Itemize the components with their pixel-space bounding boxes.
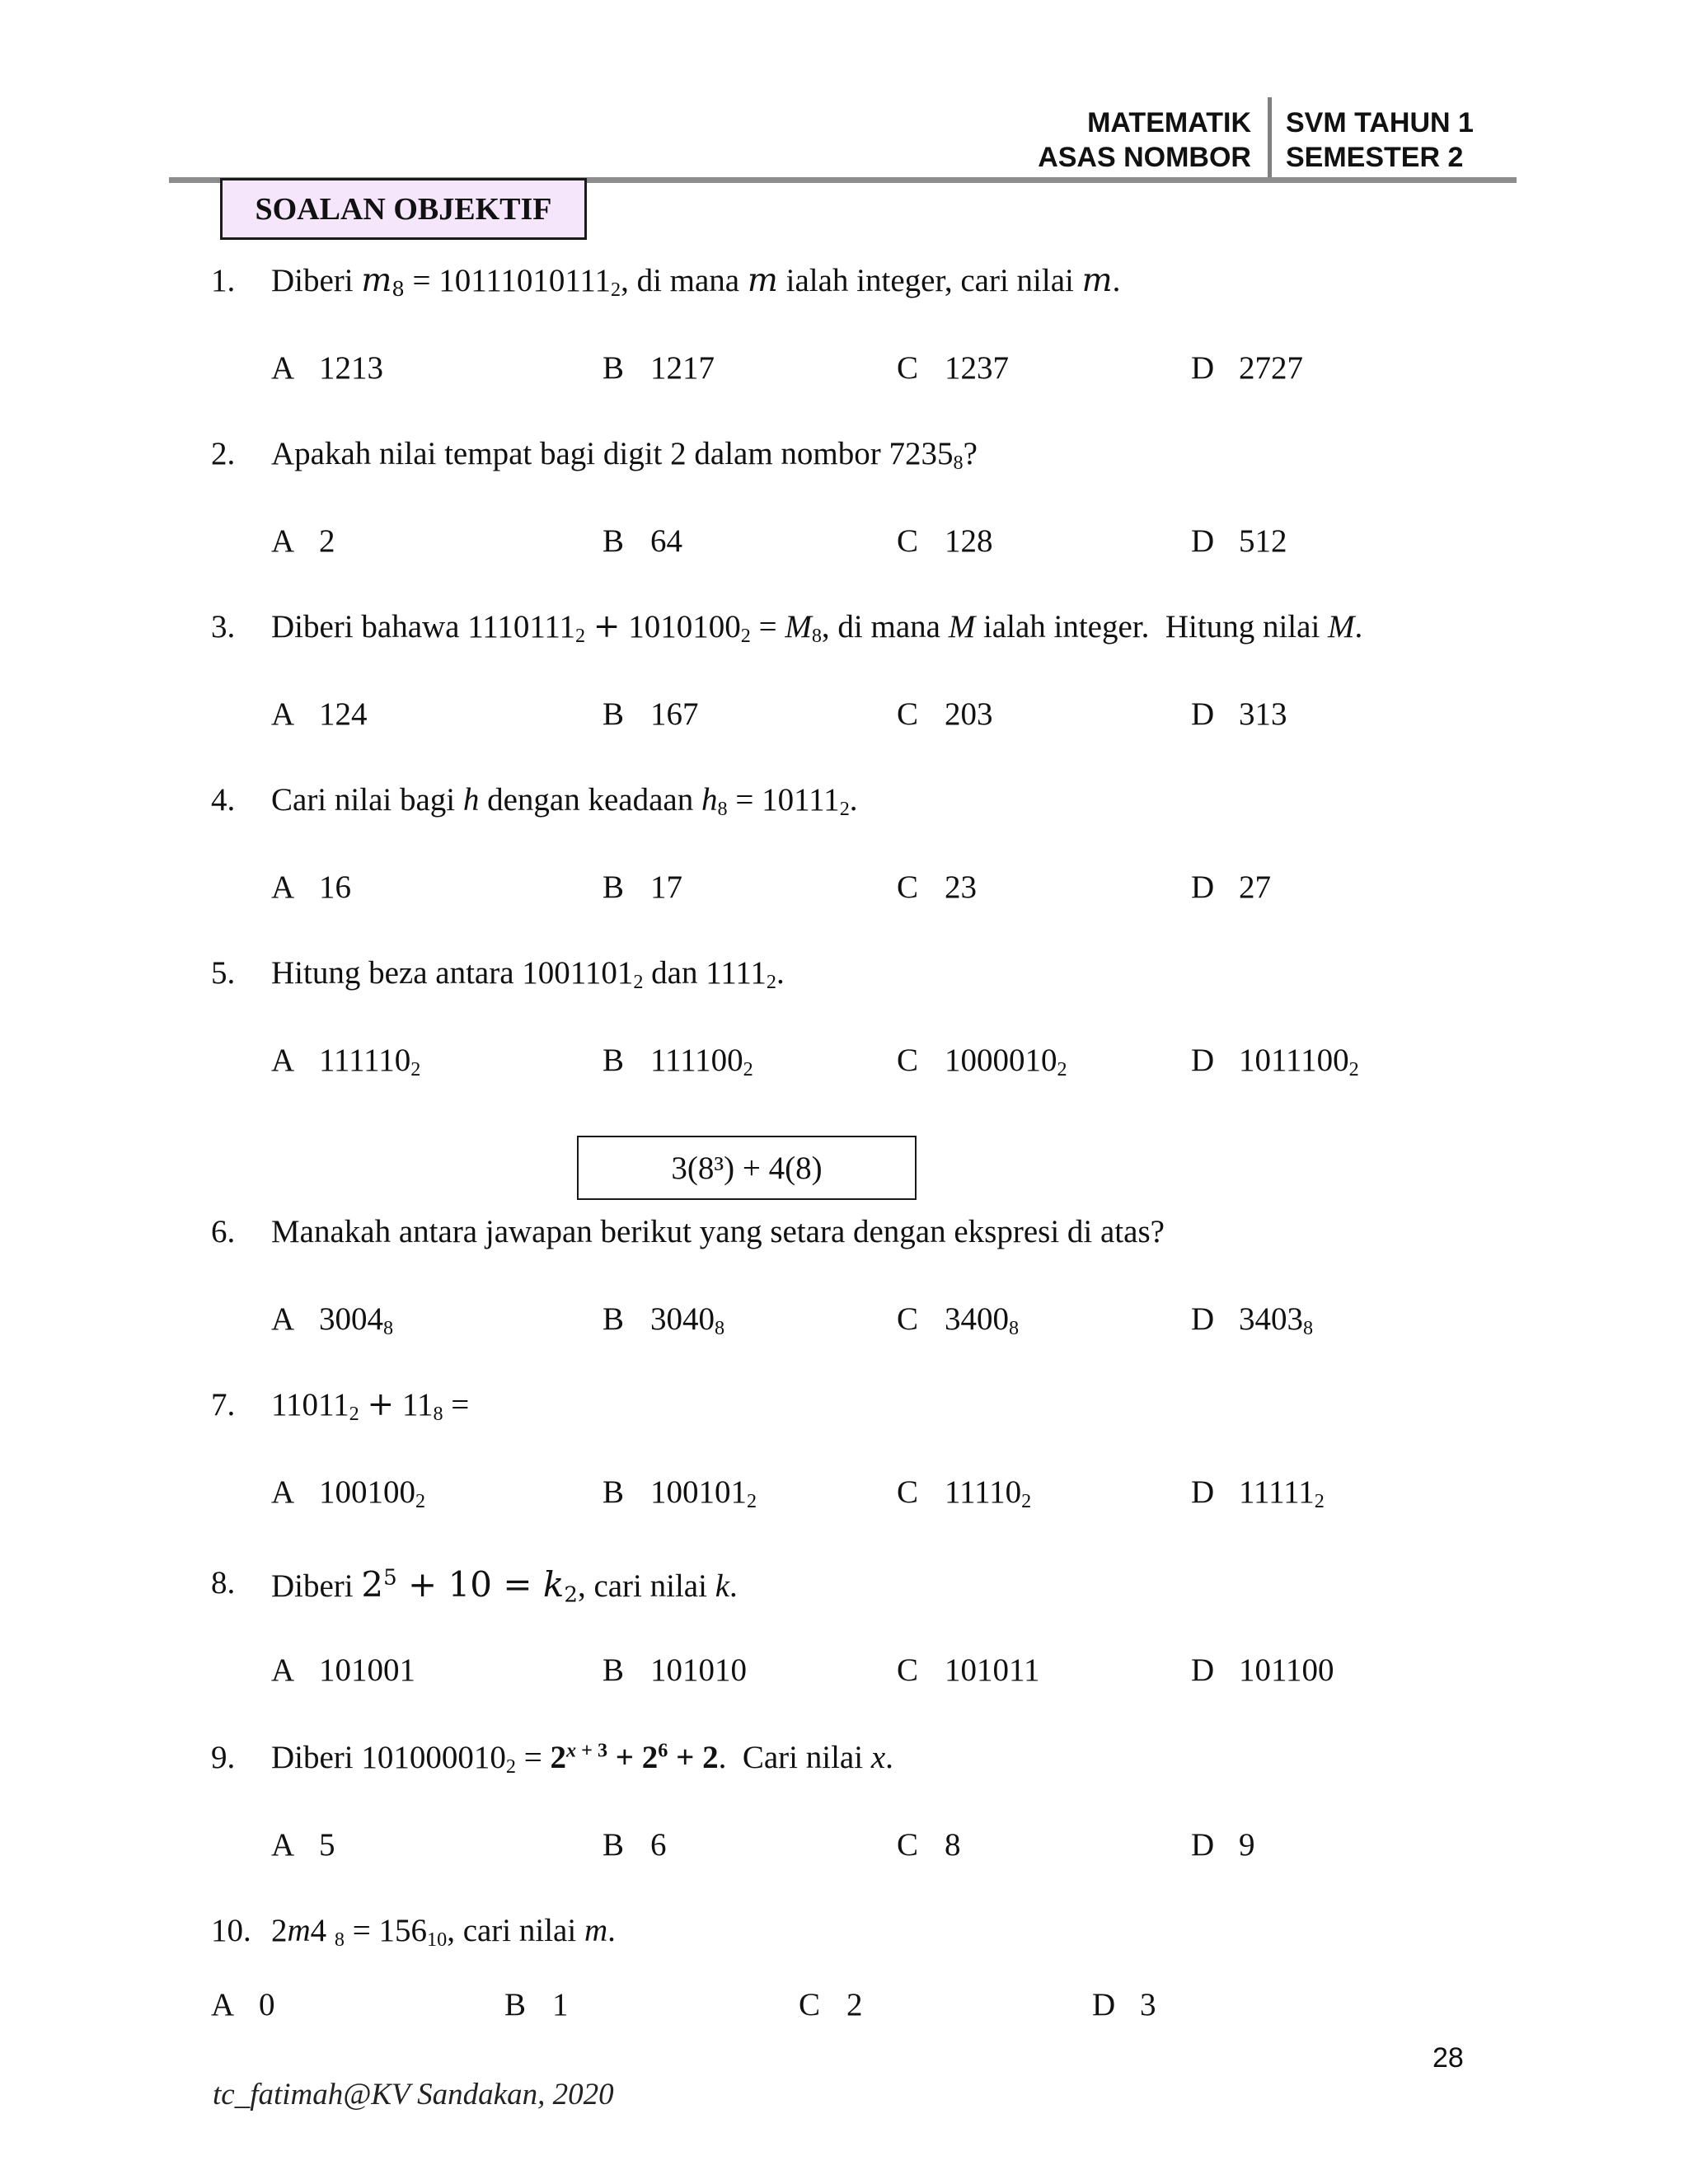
question-number: 10. [211,1913,251,1948]
question-text: Cari nilai bagi h dengan keadaan $h_8 = 10111_2$. [271,782,858,821]
option-d[interactable]: D 101100 [1191,1652,1334,1688]
option-a[interactable]: A $111110_2$ [271,1043,421,1081]
expression-box: 3(8³) + 4(8) [577,1136,917,1200]
option-b[interactable]: B 167 [603,696,699,732]
header-subject [1038,105,1251,175]
option-c[interactable]: C 101011 [897,1652,1040,1688]
option-b[interactable]: B 1217 [603,350,715,386]
question-number: 5. [211,955,236,991]
question-number: 4. [211,782,236,818]
header-course [1286,105,1474,175]
question-number: 9. [211,1740,236,1775]
option-c[interactable]: C 1237 [897,350,1009,386]
header-course-line2: SEMESTER 2 [1286,142,1464,173]
option-d[interactable]: D 27 [1191,869,1271,905]
option-d[interactable]: D 9 [1191,1827,1255,1863]
footer-rest: @KV Sandakan, 2020 [343,2078,614,2111]
question-text: Diberi $m_8 = 10111010111_2$, di mana m ialah integer, cari nilai m. [271,262,1121,302]
option-c[interactable]: C 8 [897,1827,961,1863]
footer [213,2077,614,2112]
option-b[interactable]: B 101010 [603,1652,747,1688]
option-c[interactable]: C 128 [897,523,993,559]
option-c[interactable]: C 203 [897,696,993,732]
option-d[interactable]: D 313 [1191,696,1287,732]
option-a[interactable]: A 101001 [271,1652,415,1688]
option-d[interactable]: D 2727 [1191,350,1303,386]
option-b[interactable]: B $100101_2$ [603,1474,757,1513]
question-number: 3. [211,609,236,644]
option-a[interactable]: A $100100_2$ [271,1474,426,1513]
option-a[interactable]: A 0 [211,1987,275,2022]
section-title: SOALAN OBJEKTIF [220,178,587,240]
question-number: 1. [211,263,236,298]
question-number: 7. [211,1387,236,1422]
option-a[interactable]: A 1213 [271,350,383,386]
option-d[interactable]: D 512 [1191,523,1287,559]
question-text: Manakah antara jawapan berikut yang setara dengan ekspresi di atas? [271,1214,1165,1249]
header-divider [1268,97,1272,180]
option-b[interactable]: B $3040_8$ [603,1301,725,1340]
header-subject-line2: ASAS NOMBOR [1038,142,1251,173]
option-b[interactable]: B $111100_2$ [603,1043,753,1081]
option-a[interactable]: A 124 [271,696,368,732]
option-c[interactable]: C 2 [799,1987,863,2022]
option-b[interactable]: B 64 [603,523,682,559]
option-c[interactable]: C $11110_2$ [897,1474,1032,1513]
option-a[interactable]: A 2 [271,523,335,559]
question-text: Diberi $101000010_2 = 2^{x + 3} + 2^6 + 2$. Cari nilai x. [271,1739,893,1779]
question-text: $11011_2 + 11_8$ = [271,1386,470,1426]
question-text: 2m4 $_8 = 156_{10}$, cari nilai m. [271,1913,616,1952]
option-b[interactable]: B 1 [504,1987,569,2022]
option-d[interactable]: D 3 [1092,1987,1156,2022]
question-text: Apakah nilai tempat bagi digit 2 dalam nombor $7235_8$? [271,436,978,475]
option-c[interactable]: C $3400_8$ [897,1301,1020,1340]
option-b[interactable]: B 17 [603,869,682,905]
option-a[interactable]: A 5 [271,1827,335,1863]
question-number: 2. [211,436,236,471]
option-a[interactable]: A 16 [271,869,351,905]
header-course-line1: SVM TAHUN 1 [1286,107,1474,138]
question-text: Diberi bahawa $1110111_2 + 1010100_2 = M_8$, di mana M ialah integer. Hitung nilai M. [271,608,1363,648]
option-b[interactable]: B 6 [603,1827,667,1863]
question-text: Hitung beza antara $1001101_2$ dan $1111_2$. [271,955,785,994]
option-d[interactable]: D $3403_8$ [1191,1301,1314,1340]
footer-author: tc_fatimah [213,2078,344,2111]
option-c[interactable]: C $1000010_2$ [897,1043,1067,1081]
question-number: 6. [211,1214,236,1249]
option-a[interactable]: A $3004_8$ [271,1301,394,1340]
option-c[interactable]: C 23 [897,869,977,905]
page-number: 28 [1432,2042,1464,2074]
header-subject-line1: MATEMATIK [1087,107,1251,138]
question-number: 8. [211,1565,236,1601]
option-d[interactable]: D $11111_2$ [1191,1474,1325,1513]
question-text: Diberi $2^5 + 10 = k_2$, cari nilai k. [271,1564,738,1608]
option-d[interactable]: D $1011100_2$ [1191,1043,1359,1081]
